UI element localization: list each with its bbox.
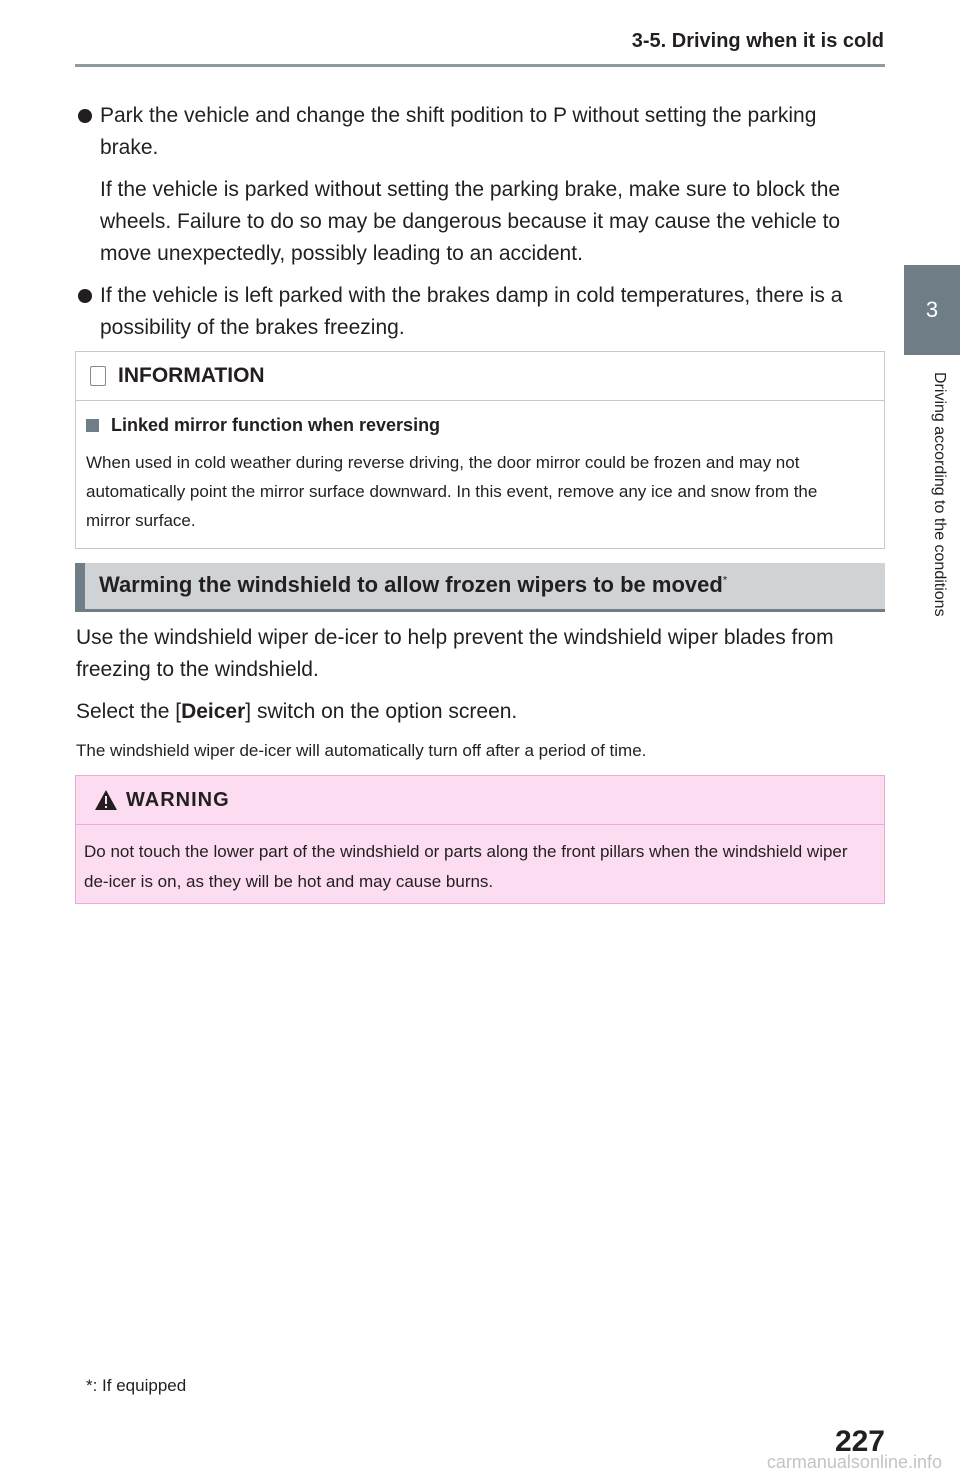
chapter-side-label: Driving according to the conditions (931, 372, 948, 617)
bullet-subtext: If the vehicle is parked without setting the parking brake, make sure to block the wheels. Failure to do so may be dangerous because it may cause the vehicle to move unexpectedly, possibly leading to an accident. (100, 178, 841, 265)
warning-triangle-icon (94, 789, 118, 811)
information-subheading (86, 415, 884, 436)
bullet-text: If the vehicle is left parked with the brakes damp in cold temperatures, there is a possibility of the brakes freezing. (100, 284, 843, 339)
paragraph-deicer-intro: Use the windshield wiper de-icer to help prevent the windshield wiper blades from freezing to the windshield. (76, 626, 834, 681)
warning-heading: WARNING (126, 788, 230, 811)
information-icon (90, 366, 106, 386)
bullet-dot (78, 109, 92, 123)
watermark: carmanualsonline.info (766, 1452, 942, 1472)
deicer-switch-label: Deicer (181, 700, 246, 723)
section-accent (75, 563, 85, 609)
bullet-brakes-freezing (78, 280, 878, 344)
header-rule (75, 64, 885, 67)
p2-pre: Select the [ (76, 700, 182, 723)
paragraph-deicer-select (76, 696, 884, 728)
chapter-number: 3 (925, 297, 939, 322)
square-bullet-icon (86, 419, 99, 432)
bullet-park-vehicle (78, 100, 878, 270)
paragraph-deicer-auto-off: The windshield wiper de-icer will automatically turn off after a period of time. (76, 741, 647, 760)
warning-header (76, 776, 884, 825)
bullet-text: Park the vehicle and change the shift podition to P without setting the parking brake. (100, 104, 817, 159)
information-header (76, 352, 884, 401)
section-footnote-marker: * (722, 574, 728, 587)
section-title-text: Warming the windshield to allow frozen wipers to be moved (99, 572, 723, 597)
information-body: When used in cold weather during reverse driving, the door mirror could be frozen and may not automatically point the mirror surface downward. In this event, remove any ice and snow from the mirror surface. (86, 453, 818, 530)
warning-body: Do not touch the lower part of the windshield or parts along the front pillars when the windshield wiper de-icer is on, as they will be hot and may cause burns. (84, 842, 848, 891)
footnote: *: If equipped (86, 1376, 187, 1395)
warning-box (75, 775, 885, 904)
chapter-tab (904, 265, 960, 355)
information-box (75, 351, 885, 549)
information-subheading-text: Linked mirror function when reversing (111, 415, 441, 435)
information-heading: INFORMATION (118, 364, 265, 387)
chapter-header: 3-5. Driving when it is cold (631, 30, 884, 52)
page-number: 227 (834, 1425, 885, 1458)
p2-post: ] switch on the option screen. (245, 700, 518, 723)
section-title (99, 572, 727, 598)
bullet-dot (78, 289, 92, 303)
section-heading-bar (75, 563, 885, 612)
